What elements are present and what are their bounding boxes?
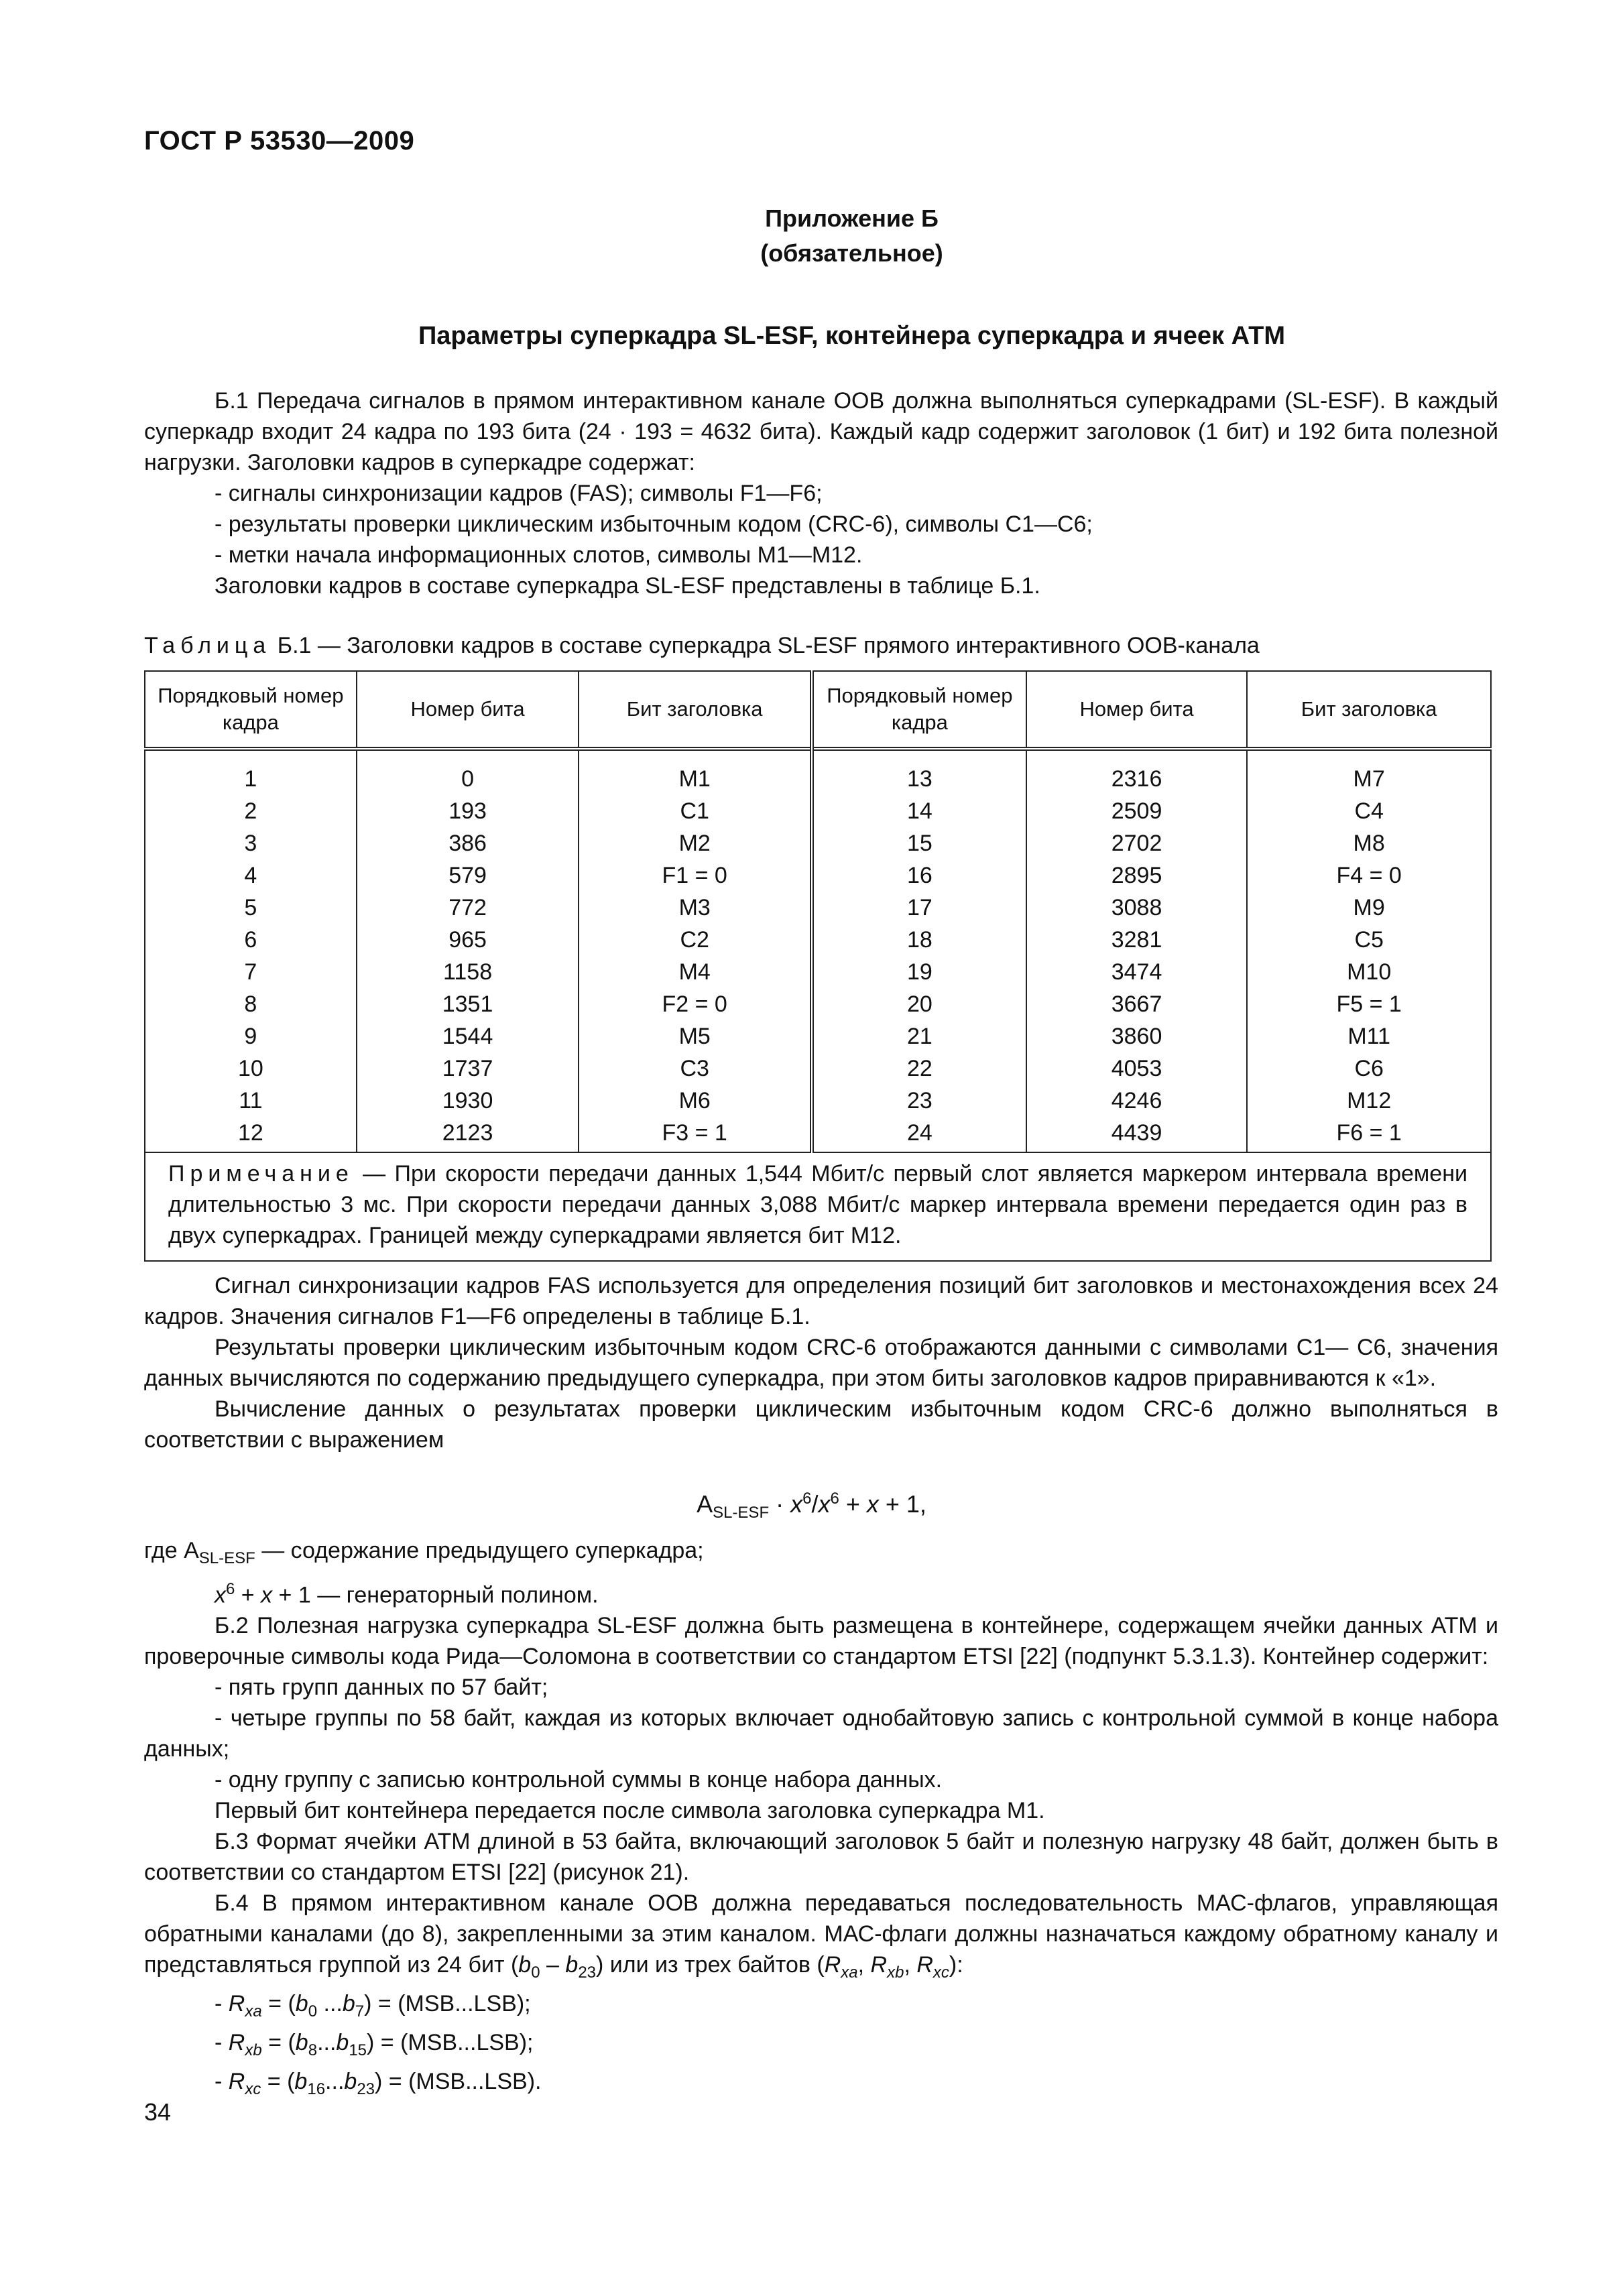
formula-explanation	[144, 1535, 1498, 2104]
table-cell: 7	[145, 956, 357, 988]
table-row	[145, 827, 1491, 859]
table-cell: 17	[812, 892, 1026, 924]
appendix-label: Приложение Б	[765, 204, 939, 232]
table-row	[145, 795, 1491, 827]
paragraph-fas: Сигнал синхронизации кадров FAS используется для определения позиций бит заголовков и местонахождения всех 24 кадров. Значения сигналов F1—F6 определены в таблице Б.1.	[144, 1273, 1498, 1329]
paragraph-b2: Б.2 Полезная нагрузка суперкадра SL-ESF должна быть размещена в контейнере, содержащем ячейки данных АТМ и проверочные символы кода Рида—Соломона в соответствии со стандартом ETSI [22] (подпункт 5.3.1.3). Контейнер содержит:	[144, 1613, 1498, 1670]
table-cell: 4439	[1026, 1117, 1248, 1152]
table-cell: M8	[1247, 827, 1491, 859]
table-note	[145, 1152, 1491, 1261]
table-cell: 1544	[357, 1020, 579, 1052]
list-item: - результаты проверки циклическим избыточным кодом (CRC-6), символы C1—C6;	[215, 511, 1093, 537]
table-cell: 23	[812, 1085, 1026, 1117]
column-header: Бит заголовка	[579, 671, 812, 749]
table-cell: F1 = 0	[579, 859, 812, 892]
table-cell: F4 = 0	[1247, 859, 1491, 892]
polynomial-line: $x^6 + x + 1$ — генераторный полином.	[215, 1579, 599, 1608]
table-note-prefix: Примечание	[168, 1161, 354, 1187]
table-cell: M6	[579, 1085, 812, 1117]
table-cell: 3474	[1026, 956, 1248, 988]
paragraph-b1-table-ref: Заголовки кадров в составе суперкадра SL-ESF представлены в таблице Б.1.	[215, 573, 1040, 599]
table-cell: 579	[357, 859, 579, 892]
table-cell: M1	[579, 763, 812, 795]
table-cell: M5	[579, 1020, 812, 1052]
table-cell: 1351	[357, 988, 579, 1020]
table-cell: M9	[1247, 892, 1491, 924]
table-cell: 12	[145, 1117, 357, 1152]
table-cell: F5 = 1	[1247, 988, 1491, 1020]
crc-formula: $A_{SL-ESF} \cdot x^6/x^6 + x + 1$,	[697, 1490, 926, 1522]
table-row	[145, 1085, 1491, 1117]
table-cell: 965	[357, 924, 579, 956]
table-cell: 15	[812, 827, 1026, 859]
table-note-text: — При скорости передачи данных 1,544 Мбит/с первый слот является маркером интервала времени длительностью 3 мс. При скорости передачи данных 3,088 Мбит/с маркер интервала времени передается один раз в двух суперкадрах. Границей между суперкадрами является бит М12.	[168, 1161, 1467, 1248]
column-header: Номер бита	[357, 671, 579, 749]
table-cell: 2509	[1026, 795, 1248, 827]
table-cell: C2	[579, 924, 812, 956]
list-item-rxb: - $R_{xb} = (b_8...b_{15}) = (MSB...LSB)$;	[215, 2029, 534, 2059]
section-b1	[144, 385, 1498, 601]
column-header: Порядковый номер кадра	[812, 671, 1026, 749]
table-row	[145, 892, 1491, 924]
table-cell: 4053	[1026, 1052, 1248, 1085]
section-title: Параметры суперкадра SL-ESF, контейнера суперкадра и ячеек АТМ	[418, 322, 1286, 350]
table-cell: F3 = 1	[579, 1117, 812, 1152]
column-header: Номер бита	[1026, 671, 1248, 749]
table-caption	[144, 630, 1498, 661]
table-cell: 9	[145, 1020, 357, 1052]
table-caption-text: Б.1 — Заголовки кадров в составе суперкадра SL-ESF прямого интерактивного ООВ-канала	[271, 633, 1260, 658]
table-row	[145, 1020, 1491, 1052]
table-cell: 3860	[1026, 1020, 1248, 1052]
table-cell: C4	[1247, 795, 1491, 827]
paragraph-b3: Б.3 Формат ячейки АТМ длиной в 53 байта, включающий заголовок 5 байт и полезную нагрузку 48 байт, должен быть в соответствии со стандартом ETSI [22] (рисунок 21).	[144, 1829, 1498, 1886]
table-cell: 3088	[1026, 892, 1248, 924]
column-header: Бит заголовка	[1247, 671, 1491, 749]
table-cell: 4	[145, 859, 357, 892]
table-cell: 18	[812, 924, 1026, 956]
table-cell: 24	[812, 1117, 1026, 1152]
table-row	[145, 924, 1491, 956]
table-cell: 1	[145, 763, 357, 795]
table-cell: 19	[812, 956, 1026, 988]
table-cell: 3281	[1026, 924, 1248, 956]
table-cell: F2 = 0	[579, 988, 812, 1020]
table-cell: 2316	[1026, 763, 1248, 795]
list-item-rxa: - $R_{xa} = (b_0$ $...b_7) = (MSB...LSB)$;	[215, 1990, 531, 2020]
list-item: - четыре группы по 58 байт, каждая из которых включает однобайтовую запись с контрольной суммой в конце набора данных;	[144, 1705, 1498, 1762]
table-cell: 1930	[357, 1085, 579, 1117]
table-cell: 8	[145, 988, 357, 1020]
appendix-heading	[0, 201, 1623, 271]
table-cell: 3	[145, 827, 357, 859]
table-cell: 386	[357, 827, 579, 859]
table-cell: C3	[579, 1052, 812, 1085]
list-item: - сигналы синхронизации кадров (FAS); символы F1—F6;	[215, 481, 823, 506]
table-cell: C6	[1247, 1052, 1491, 1085]
table-cell: M11	[1247, 1020, 1491, 1052]
paragraph-b4: Б.4 В прямом интерактивном канале ООВ должна передаваться последовательность МАС-флагов, управляющая обратными каналами (до 8), закрепленными за этим каналом. МАС-флаги должны назначаться каждому обратному каналу и представляться группой из 24 бит $(b_0 - b_{23})$ или из трех байтов ($R_{xa}$, $R_{xb}$, $R_{xc}$):	[144, 1890, 1498, 1982]
frame-headers-table	[144, 670, 1492, 1262]
list-item: - пять групп данных по 57 байт;	[215, 1675, 548, 1701]
table-row	[145, 1117, 1491, 1152]
table-cell: M7	[1247, 763, 1491, 795]
table-cell: 1158	[357, 956, 579, 988]
list-item: - одну группу с записью контрольной суммы в конце набора данных.	[215, 1767, 943, 1793]
table-cell: 2123	[357, 1117, 579, 1152]
table-cell: 193	[357, 795, 579, 827]
table-cell: 4246	[1026, 1085, 1248, 1117]
table-cell: 772	[357, 892, 579, 924]
table-caption-prefix: Таблица	[144, 633, 272, 658]
table-cell: 13	[812, 763, 1026, 795]
table-cell: 1737	[357, 1052, 579, 1085]
table-cell: M10	[1247, 956, 1491, 988]
table-cell: 10	[145, 1052, 357, 1085]
table-cell: 3667	[1026, 988, 1248, 1020]
paragraph-b1: Б.1 Передача сигналов в прямом интерактивном канале ООВ должна выполняться суперкадрами (SL-ESF). В каждый суперкадр входит 24 кадра по 193 бита (24 · 193 = 4632 бита). Каждый кадр содержит заголовок (1 бит) и 192 бита полезной нагрузки. Заголовки кадров в суперкадре содержат:	[144, 388, 1498, 475]
table-cell: 16	[812, 859, 1026, 892]
table-cell: 0	[357, 763, 579, 795]
table-cell: 5	[145, 892, 357, 924]
table-cell: 11	[145, 1085, 357, 1117]
where-line: где $A_{SL-ESF}$ — содержание предыдущего суперкадра;	[144, 1538, 704, 1567]
table-cell: 2702	[1026, 827, 1248, 859]
table-cell: 20	[812, 988, 1026, 1020]
paragraph-crc-calc: Вычисление данных о результатах проверки циклическим избыточным кодом CRC-6 должно выполняться в соответствии с выражением	[144, 1396, 1498, 1453]
column-header: Порядковый номер кадра	[145, 671, 357, 749]
table-row	[145, 859, 1491, 892]
page-number: 34	[144, 2098, 172, 2126]
appendix-status: (обязательное)	[760, 239, 943, 267]
after-table-text	[144, 1270, 1498, 1455]
table-cell: 14	[812, 795, 1026, 827]
list-item: - метки начала информационных слотов, символы М1—М12.	[215, 542, 863, 568]
document-code: ГОСТ Р 53530—2009	[144, 126, 415, 156]
table-cell: C1	[579, 795, 812, 827]
paragraph-b2-first-bit: Первый бит контейнера передается после символа заголовка суперкадра М1.	[215, 1798, 1045, 1824]
table-cell: M12	[1247, 1085, 1491, 1117]
table-cell: F6 = 1	[1247, 1117, 1491, 1152]
table-row	[145, 1052, 1491, 1085]
table-cell: M3	[579, 892, 812, 924]
list-item-rxc: - $R_{xc} = (b_{16}...b_{23}) = (MSB...LSB)$.	[215, 2068, 542, 2098]
table-cell: M4	[579, 956, 812, 988]
paragraph-crc: Результаты проверки циклическим избыточным кодом CRC-6 отображаются данными с символами C1— C6, значения данных вычисляются по содержанию предыдущего суперкадра, при этом биты заголовков кадров приравниваются к «1».	[144, 1335, 1498, 1391]
table-cell: 2	[145, 795, 357, 827]
table-row	[145, 988, 1491, 1020]
table-cell: 6	[145, 924, 357, 956]
table-cell: M2	[579, 827, 812, 859]
table-cell: 21	[812, 1020, 1026, 1052]
table-row	[145, 763, 1491, 795]
table-cell: C5	[1247, 924, 1491, 956]
table-cell: 2895	[1026, 859, 1248, 892]
table-row	[145, 956, 1491, 988]
table-cell: 22	[812, 1052, 1026, 1085]
